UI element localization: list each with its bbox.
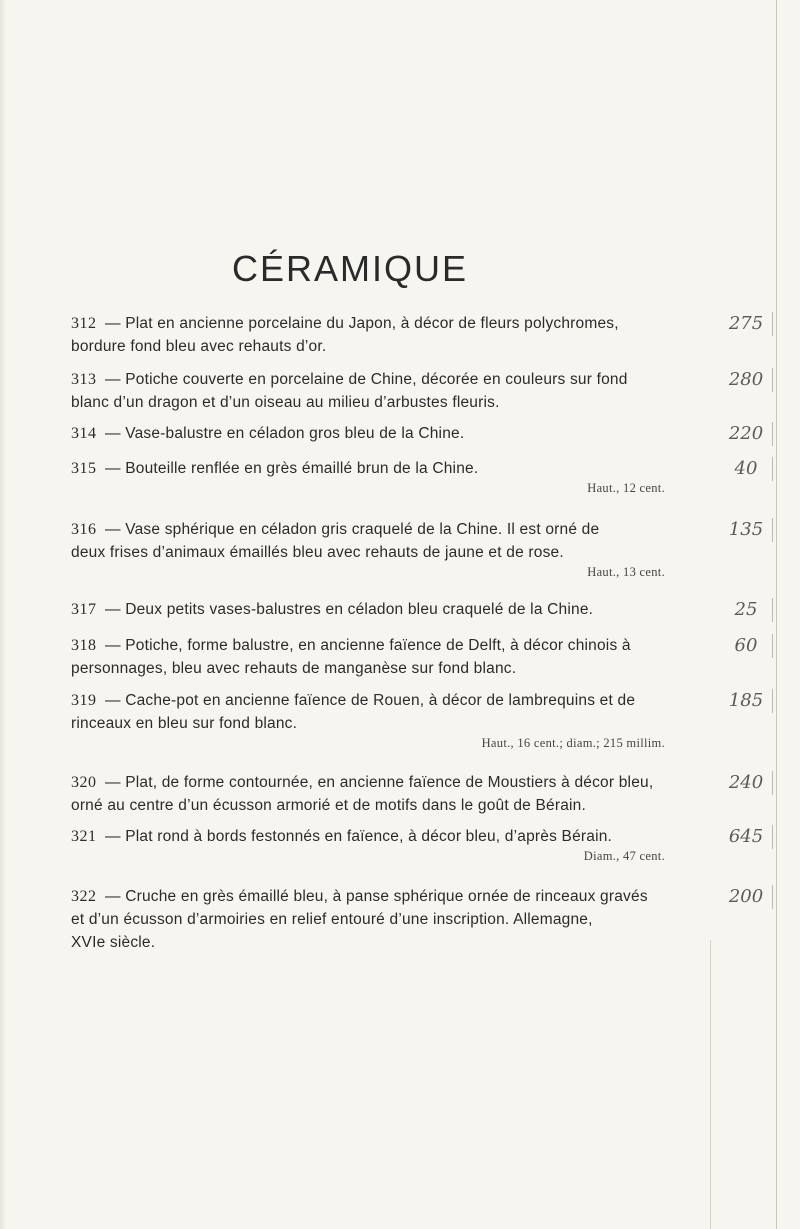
handwritten-price: 220: [720, 422, 773, 446]
lot-description: [105, 422, 685, 445]
description-line: — Vase sphérique en céladon gris craquelé de la Chine. Il est orné de: [105, 521, 600, 538]
lot-description: [105, 825, 685, 848]
lot-description: [105, 457, 685, 480]
handwritten-price: 275: [720, 312, 773, 336]
handwritten-price: 645: [720, 825, 773, 849]
page-title: CÉRAMIQUE: [231, 248, 469, 289]
description-line: — Plat rond à bords festonnés en faïence, à décor bleu, d’après Bérain.: [105, 828, 613, 845]
handwritten-price: 60: [720, 634, 773, 658]
description-line: — Cruche en grès émaillé bleu, à panse sphérique ornée de rinceaux gravés: [105, 888, 648, 905]
lot-dimensions: Haut., 12 cent.: [587, 481, 665, 495]
lot-number: 315: [71, 460, 97, 477]
description-line: — Potiche couverte en porcelaine de Chine, décorée en couleurs sur fond: [105, 371, 628, 388]
margin-rule-lower: [710, 940, 711, 1229]
description-line: — Plat en ancienne porcelaine du Japon, à décor de fleurs polychromes,: [105, 315, 619, 332]
lot-number: 318: [71, 637, 97, 654]
lot-number: 319: [71, 692, 97, 709]
handwritten-price: 200: [720, 885, 773, 909]
lot-number: 317: [71, 601, 97, 618]
lot-description: [105, 598, 685, 621]
margin-rule: [776, 0, 777, 1229]
description-line: deux frises d’animaux émaillés bleu avec rehauts de jaune et de rose.: [71, 544, 564, 561]
description-line: rinceaux en bleu sur fond blanc.: [71, 715, 298, 732]
handwritten-price: 40: [720, 457, 773, 481]
description-line: XVIe siècle.: [71, 934, 156, 951]
handwritten-price: 280: [720, 368, 773, 392]
description-line: — Deux petits vases-balustres en céladon bleu craquelé de la Chine.: [105, 601, 594, 618]
page-edge: [0, 0, 6, 1229]
description-line: orné au centre d’un écusson armorié et de motifs dans le goût de Bérain.: [71, 797, 587, 814]
lot-number: 313: [71, 371, 97, 388]
description-line: — Bouteille renflée en grès émaillé brun de la Chine.: [105, 460, 479, 477]
handwritten-price: 240: [720, 771, 773, 795]
description-line: — Cache-pot en ancienne faïence de Rouen, à décor de lambrequins et de: [105, 692, 636, 709]
lot-number: 320: [71, 774, 97, 791]
description-line: bordure fond bleu avec rehauts d’or.: [71, 338, 327, 355]
lot-number: 316: [71, 521, 97, 538]
description-line: blanc d’un dragon et d’un oiseau au milieu d’arbustes fleuris.: [71, 394, 500, 411]
handwritten-price: 185: [720, 689, 773, 713]
lot-number: 312: [71, 315, 97, 332]
lot-dimensions: Haut., 13 cent.: [587, 565, 665, 579]
lot-number: 321: [71, 828, 97, 845]
description-line: — Vase-balustre en céladon gros bleu de la Chine.: [105, 425, 465, 442]
description-line: personnages, bleu avec rehauts de manganèse sur fond blanc.: [71, 660, 517, 677]
description-line: — Potiche, forme balustre, en ancienne faïence de Delft, à décor chinois à: [105, 637, 631, 654]
lot-number: 314: [71, 425, 97, 442]
handwritten-price: 135: [720, 518, 773, 542]
lot-dimensions: Diam., 47 cent.: [583, 849, 665, 863]
lot-dimensions: Haut., 16 cent.; diam.; 215 millim.: [481, 736, 665, 750]
lot-number: 322: [71, 888, 97, 905]
handwritten-price: 25: [720, 598, 773, 622]
description-line: et d’un écusson d’armoiries en relief entouré d’une inscription. Allemagne,: [71, 911, 593, 928]
description-line: — Plat, de forme contournée, en ancienne faïence de Moustiers à décor bleu,: [105, 774, 654, 791]
